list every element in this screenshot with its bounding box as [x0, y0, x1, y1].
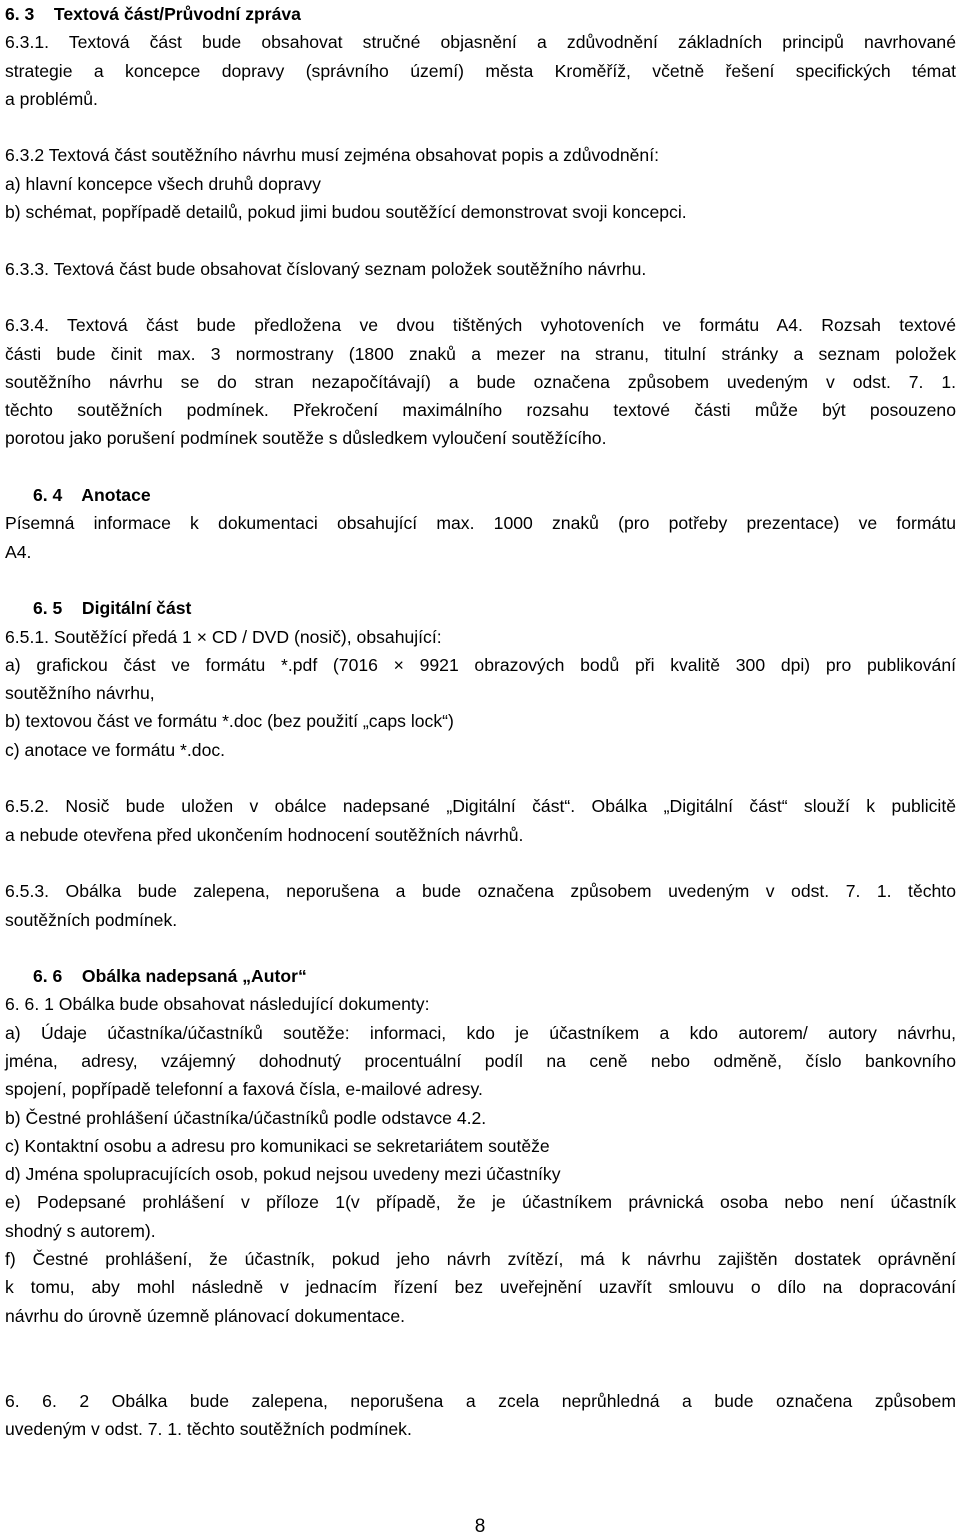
paragraph-line: a nebude otevřena před ukončením hodnocení soutěžních návrhů. [5, 824, 524, 845]
list-item: a) grafickou část ve formátu *.pdf (7016 × 9921 obrazových bodů při kvalitě 300 dpi) pro publikování [5, 654, 956, 675]
paragraph-line: 6.3.2 Textová část soutěžního návrhu musí zejména obsahovat popis a zdůvodnění: [5, 145, 659, 166]
list-item: soutěžního návrhu, [5, 683, 155, 704]
paragraph-line: části bude činit max. 3 normostrany (1800 znaků a mezer na stranu, titulní stránky a seznam položek [5, 343, 956, 364]
document-page [5, 0, 956, 1443]
paragraph-line: soutěžních podmínek. [5, 909, 178, 930]
paragraph-line: porotou jako porušení podmínek soutěže s důsledkem vyloučení soutěžícího. [5, 428, 607, 449]
section-heading-6-6: 6. 6 Obálka nadepsaná „Autor“ [33, 966, 307, 987]
list-item: a) hlavní koncepce všech druhů dopravy [5, 173, 321, 194]
paragraph-line: 6.3.3. Textová část bude obsahovat číslovaný seznam položek soutěžního návrhu. [5, 258, 647, 279]
paragraph-line: a problémů. [5, 88, 98, 109]
paragraph-line: soutěžního návrhu se do stran nezapočítávají) a bude označena způsobem uvedeným v odst. 7. 1. [5, 371, 956, 392]
page-number: 8 [474, 1516, 486, 1537]
paragraph-line: 6.5.2. Nosič bude uložen v obálce nadepsané „Digitální část“. Obálka „Digitální část“ slouží k publicitě [5, 796, 956, 817]
paragraph-line: 6.5.3. Obálka bude zalepena, neporušena a bude označena způsobem uvedeným v odst. 7. 1. těchto [5, 881, 956, 902]
list-item: shodný s autorem). [5, 1220, 156, 1241]
list-item: a) Údaje účastníka/účastníků soutěže: informaci, kdo je účastníkem a kdo autorem/ autory návrhu, [5, 1022, 956, 1043]
list-item: spojení, popřípadě telefonní a faxová čísla, e-mailové adresy. [5, 1079, 483, 1100]
paragraph-line: těchto soutěžních podmínek. Překročení maximálního rozsahu textové části může být posouzeno [5, 400, 956, 421]
list-item: návrhu do úrovně územně plánovací dokumentace. [5, 1305, 406, 1326]
list-item: d) Jména spolupracujících osob, pokud nejsou uvedeny mezi účastníky [5, 1164, 561, 1185]
list-item: f) Čestné prohlášení, že účastník, pokud jeho návrh zvítězí, má k návrhu zajištěn dostatek oprávnění [5, 1249, 956, 1270]
list-item: e) Podepsané prohlášení v příloze 1(v případě, že je účastníkem právnická osoba nebo není účastník [5, 1192, 956, 1213]
paragraph-line: uvedeným v odst. 7. 1. těchto soutěžních podmínek. [5, 1418, 412, 1439]
list-item: b) schémat, popřípadě detailů, pokud jimi budou soutěžící demonstrovat svoji koncepci. [5, 202, 687, 223]
paragraph-line: strategie a koncepce dopravy (správního území) města Kroměříž, včetně řešení specifických témat [5, 60, 956, 81]
list-item: b) textovou část ve formátu *.doc (bez použití „caps lock“) [5, 711, 454, 732]
list-item: c) Kontaktní osobu a adresu pro komunikaci se sekretariátem soutěže [5, 1135, 550, 1156]
section-heading-6-5: 6. 5 Digitální část [33, 598, 192, 619]
paragraph-line: Písemná informace k dokumentaci obsahující max. 1000 znaků (pro potřeby prezentace) ve formátu [5, 513, 956, 534]
paragraph-line: 6.5.1. Soutěžící předá 1 × CD / DVD (nosič), obsahující: [5, 626, 442, 647]
paragraph-line: 6. 6. 1 Obálka bude obsahovat následující dokumenty: [5, 994, 430, 1015]
paragraph-line: 6.3.4. Textová část bude předložena ve dvou tištěných vyhotoveních ve formátu A4. Rozsah textové [5, 315, 956, 336]
section-heading-6-4: 6. 4 Anotace [33, 485, 151, 506]
list-item: c) anotace ve formátu *.doc. [5, 739, 226, 760]
list-item: b) Čestné prohlášení účastníka/účastníků podle odstavce 4.2. [5, 1107, 487, 1128]
paragraph-line: 6. 6. 2 Obálka bude zalepena, neporušena a zcela neprůhledná a bude označena způsobem [5, 1390, 956, 1411]
paragraph-line: 6.3.1. Textová část bude obsahovat stručné objasnění a zdůvodnění základních principů navrhované [5, 32, 956, 53]
list-item: jména, adresy, vzájemný dohodnutý procentuální podíl na ceně nebo odměně, číslo bankovního [5, 1050, 956, 1071]
paragraph-line: A4. [5, 541, 32, 562]
list-item: k tomu, aby mohl následně v jednacím řízení bez uveřejnění uzavřít smlouvu o dílo na dopracování [5, 1277, 956, 1298]
section-heading-6-3: 6. 3 Textová část/Průvodní zpráva [5, 4, 301, 24]
